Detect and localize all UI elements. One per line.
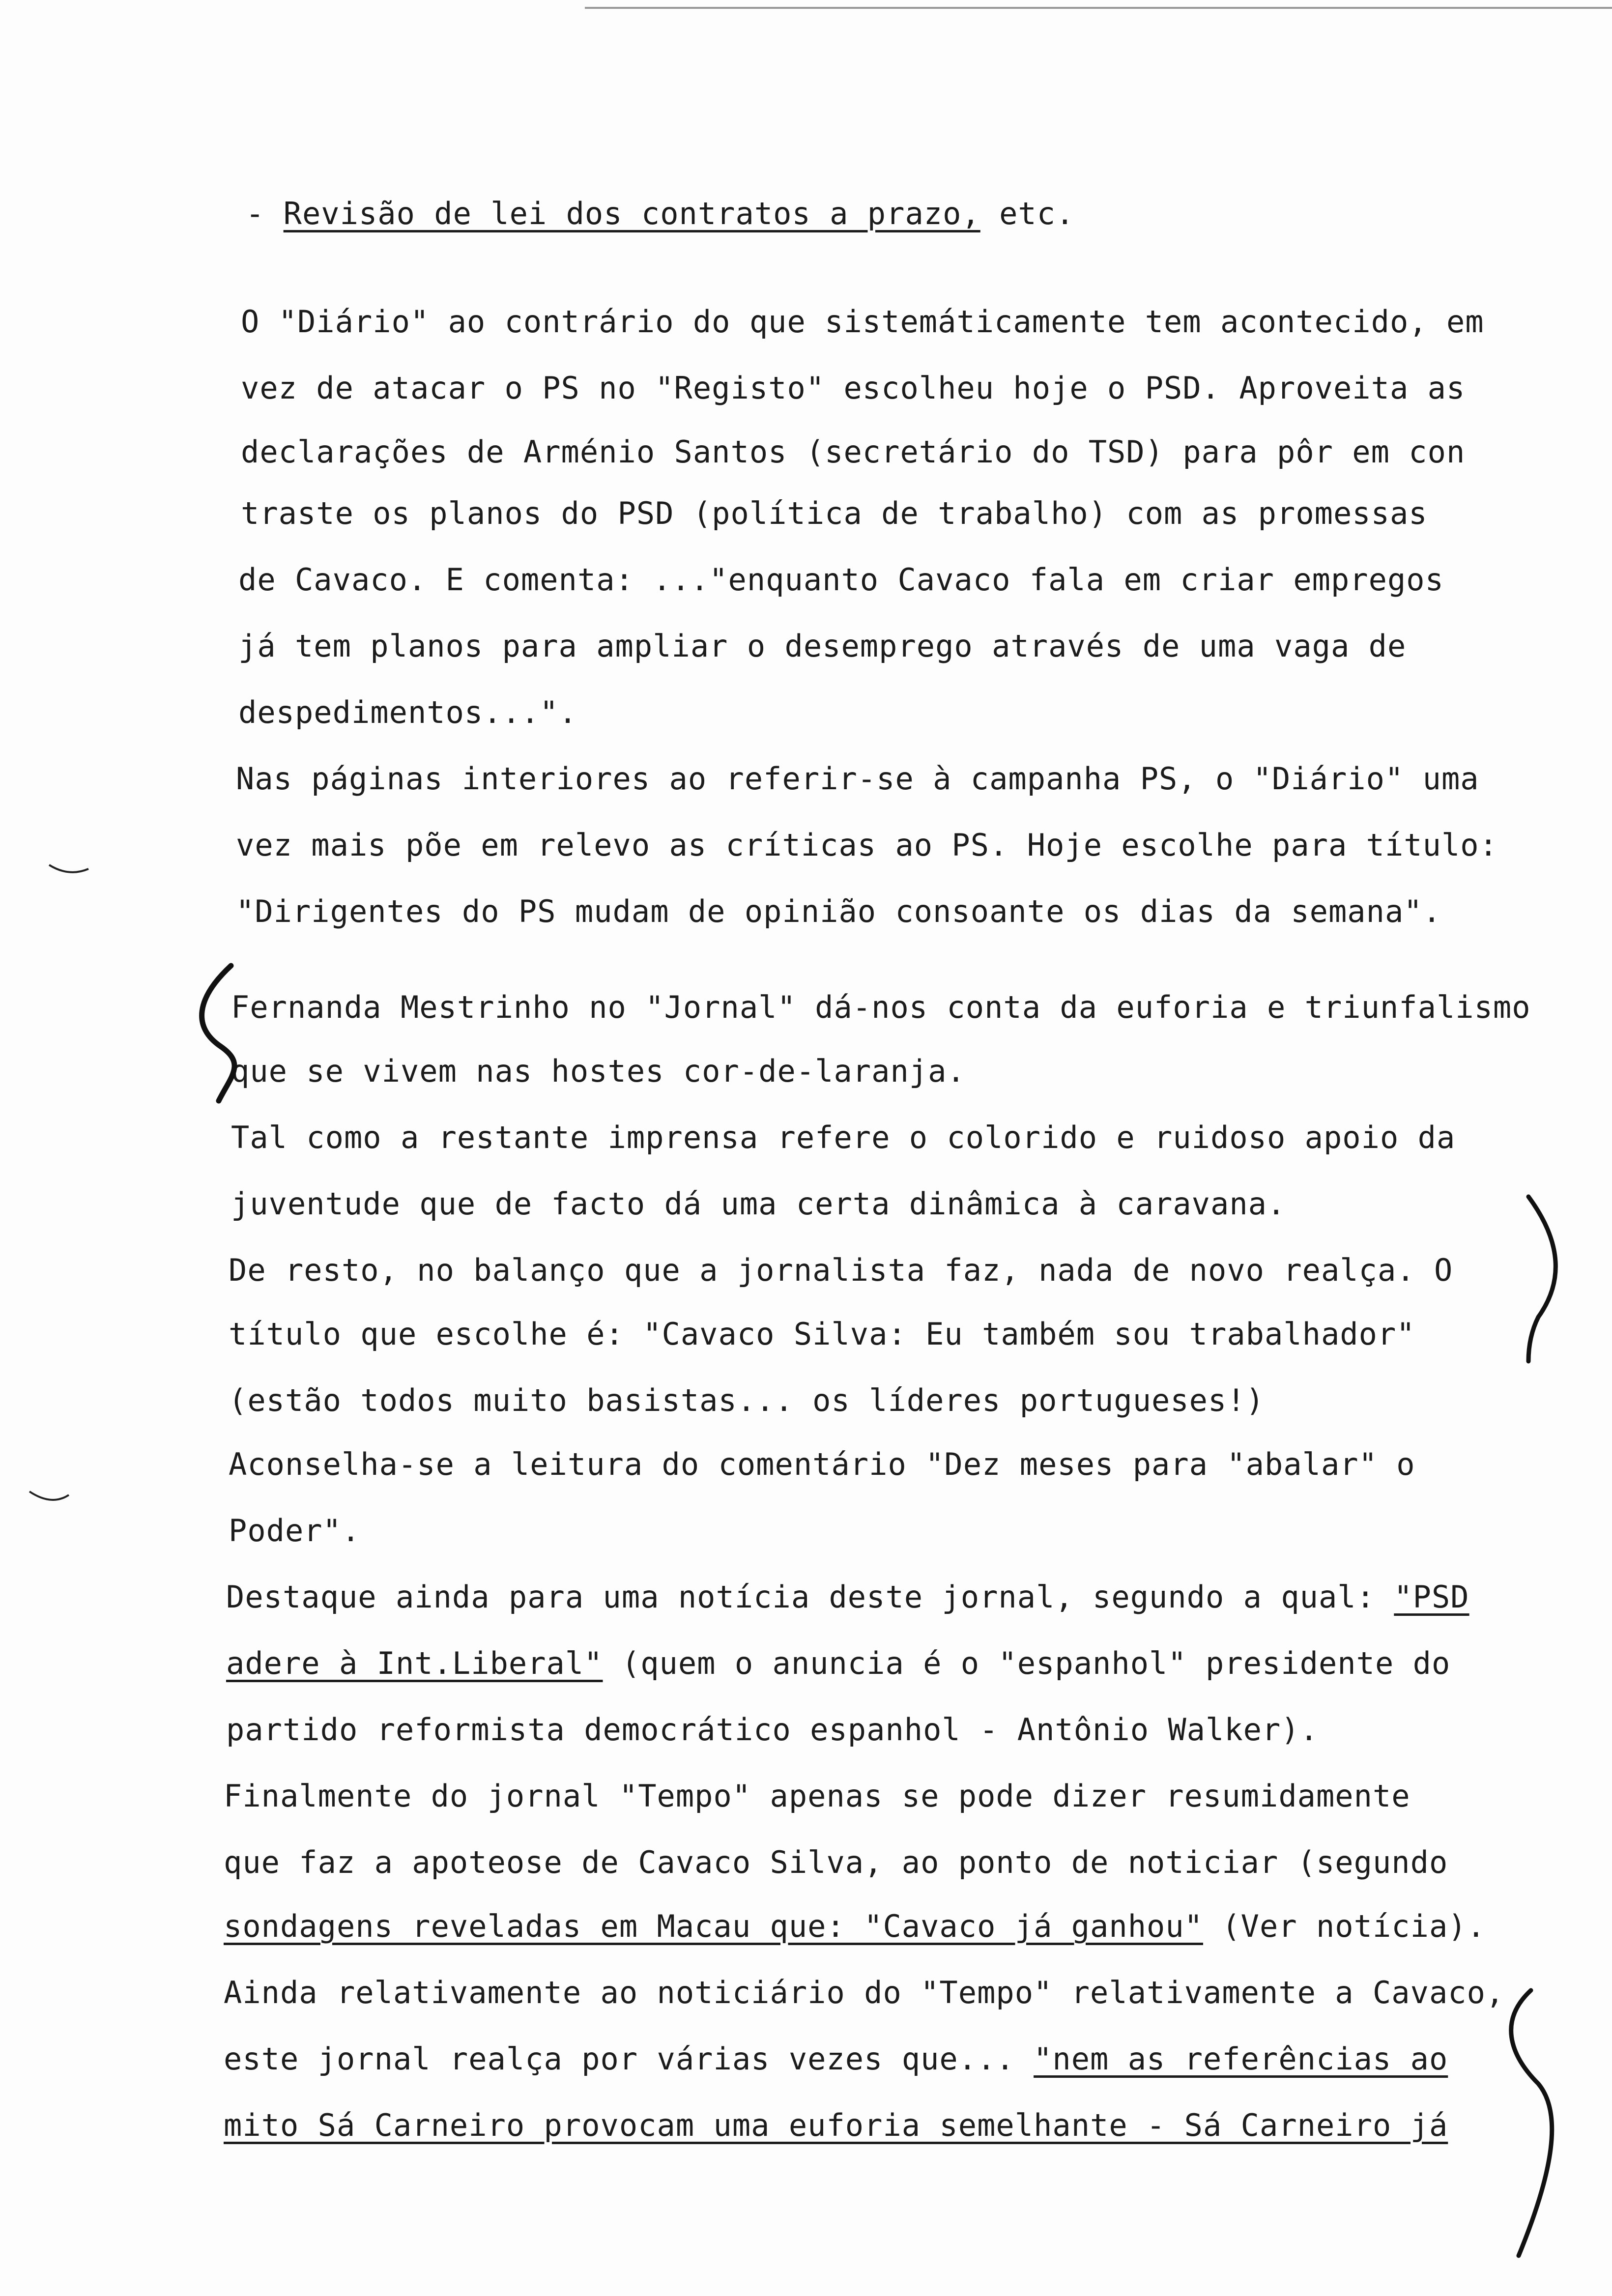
text-line bbox=[241, 432, 1465, 472]
text-segment: Poder". bbox=[229, 1513, 361, 1549]
text-line bbox=[238, 693, 577, 732]
text-line bbox=[236, 892, 1441, 931]
margin-tick-2 bbox=[29, 1492, 69, 1500]
text-segment: etc. bbox=[980, 196, 1075, 231]
text-line bbox=[231, 988, 1531, 1027]
text-segment: que se vivem nas hostes cor-de-laranja. bbox=[231, 1053, 966, 1089]
text-line bbox=[238, 560, 1444, 600]
text-line bbox=[224, 1777, 1410, 1816]
text-segment: Aconselha-se a leitura do comentário "Dez meses para "abalar" o bbox=[229, 1446, 1415, 1482]
text-segment: já tem planos para ampliar o desemprego através de uma vaga de bbox=[238, 628, 1407, 664]
text-line bbox=[224, 2106, 1448, 2145]
text-segment: Tal como a restante imprensa refere o colorido e ruidoso apoio da bbox=[231, 1119, 1456, 1155]
left-bracket-mark bbox=[202, 966, 234, 1101]
text-segment: traste os planos do PSD (política de trabalho) com as promessas bbox=[241, 495, 1428, 531]
text-line bbox=[226, 1710, 1319, 1750]
text-segment: Fernanda Mestrinho no "Jornal" dá-nos conta da euforia e triunfalismo bbox=[231, 989, 1531, 1025]
text-segment: de Cavaco. E comenta: ..."enquanto Cavaco fala em criar empregos bbox=[238, 562, 1444, 598]
text-line bbox=[224, 1843, 1448, 1882]
text-segment: declarações de Arménio Santos (secretário do TSD) para pôr em con bbox=[241, 434, 1466, 470]
text-segment: De resto, no balanço que a jornalista faz, nada de novo realça. O bbox=[229, 1252, 1453, 1288]
text-segment: - bbox=[246, 196, 284, 231]
text-line bbox=[229, 1251, 1453, 1290]
text-line bbox=[231, 1052, 966, 1091]
text-segment: Destaque ainda para uma notícia deste jornal, segundo a qual: bbox=[226, 1579, 1394, 1615]
text-segment: Ainda relativamente ao noticiário do "Tempo" relativamente a Cavaco, bbox=[224, 1975, 1505, 2010]
text-line bbox=[241, 494, 1428, 533]
text-segment: vez mais põe em relevo as críticas ao PS. Hoje escolhe para título: bbox=[236, 827, 1498, 863]
text-segment: (Ver notícia). bbox=[1203, 1908, 1486, 1944]
text-line bbox=[236, 759, 1479, 799]
right-bracket-mark-1 bbox=[1528, 1197, 1555, 1361]
text-segment: (quem o anuncia é o "espanhol" presidente do bbox=[603, 1645, 1451, 1681]
text-segment: vez de atacar o PS no "Registo" escolheu hoje o PSD. Aproveita as bbox=[241, 370, 1466, 406]
text-line bbox=[229, 1511, 360, 1550]
text-line bbox=[241, 302, 1484, 342]
text-segment: "Dirigentes do PS mudam de opinião consoante os dias da semana". bbox=[236, 893, 1441, 929]
text-line bbox=[238, 627, 1406, 666]
text-line bbox=[229, 1381, 1265, 1420]
right-bracket-mark-2 bbox=[1511, 1990, 1552, 2256]
text-segment: Finalmente do jornal "Tempo" apenas se pode dizer resumidamente bbox=[224, 1778, 1410, 1814]
underlined-text: "nem as referências ao bbox=[1034, 2041, 1448, 2077]
text-line bbox=[226, 1578, 1469, 1617]
text-segment: Nas páginas interiores ao referir-se à campanha PS, o "Diário" uma bbox=[236, 761, 1479, 797]
text-line bbox=[246, 194, 1074, 233]
underlined-text: adere à Int.Liberal" bbox=[226, 1645, 603, 1681]
text-line bbox=[236, 826, 1498, 865]
margin-tick-1 bbox=[49, 865, 88, 872]
text-line bbox=[229, 1315, 1415, 1354]
text-line bbox=[231, 1184, 1286, 1224]
text-segment: este jornal realça por várias vezes que... bbox=[224, 2041, 1034, 2077]
underlined-text: sondagens reveladas em Macau que: "Cavaco já ganhou" bbox=[224, 1908, 1204, 1944]
text-segment: (estão todos muito basistas... os líderes portugueses!) bbox=[229, 1382, 1265, 1418]
text-segment: despedimentos...". bbox=[238, 694, 577, 730]
text-segment: juventude que de facto dá uma certa dinâmica à caravana. bbox=[231, 1186, 1286, 1222]
text-line bbox=[224, 2039, 1448, 2079]
top-border-line bbox=[585, 7, 1612, 9]
text-line bbox=[224, 1907, 1486, 1946]
text-line bbox=[231, 1118, 1455, 1157]
underlined-text: "PSD bbox=[1394, 1579, 1469, 1615]
text-segment: que faz a apoteose de Cavaco Silva, ao ponto de noticiar (segundo bbox=[224, 1844, 1448, 1880]
text-segment: partido reformista democrático espanhol - Antônio Walker). bbox=[226, 1712, 1319, 1748]
text-line bbox=[241, 369, 1465, 408]
underlined-text: mito Sá Carneiro provocam uma euforia semelhante - Sá Carneiro já bbox=[224, 2107, 1448, 2143]
underlined-text: Revisão de lei dos contratos a prazo, bbox=[283, 196, 980, 231]
text-line bbox=[226, 1644, 1450, 1683]
text-line bbox=[224, 1973, 1504, 2012]
text-line bbox=[229, 1445, 1415, 1484]
text-segment: O "Diário" ao contrário do que sistemáticamente tem acontecido, em bbox=[241, 304, 1484, 340]
text-segment: título que escolhe é: "Cavaco Silva: Eu também sou trabalhador" bbox=[229, 1316, 1415, 1352]
